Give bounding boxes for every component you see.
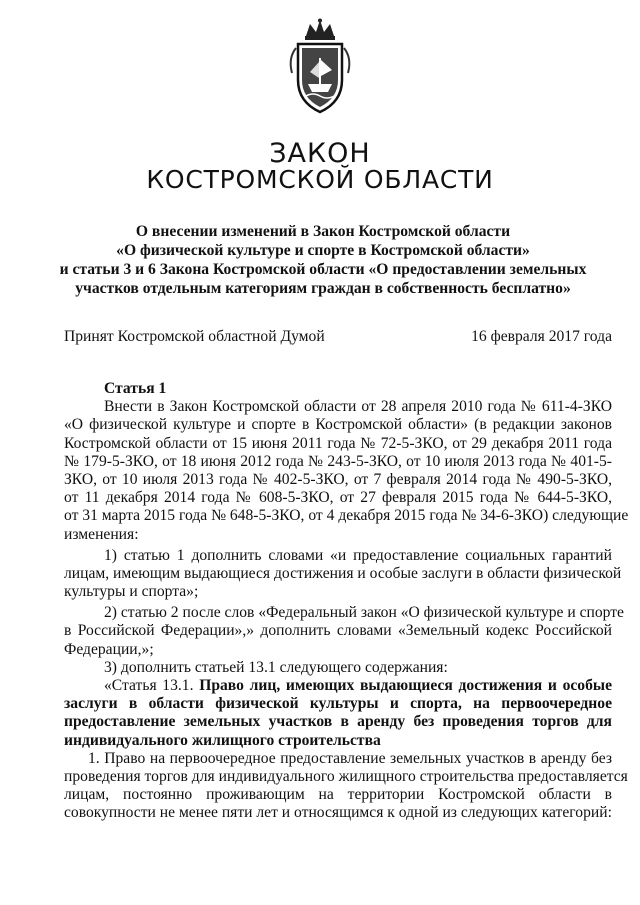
law-subject: [40, 222, 606, 298]
new-article-heading: [64, 677, 612, 695]
body-line: Внести в Закон Костромской области от 28 апреля 2010 года № 611-4-ЗКО: [104, 398, 612, 416]
region-title: КОСТРОМСКОЙ ОБЛАСТИ: [146, 165, 494, 194]
adoption-date: 16 февраля 2017 года: [471, 328, 612, 345]
body-line: «О физической культуре и спорте в Костромской области» (в редакции законов: [64, 416, 612, 434]
item-2-line: 2) статью 2 после слов «Федеральный закон «О физической культуре и спорте: [104, 604, 624, 622]
article-title: Статья 1: [104, 380, 167, 397]
new-article-title-line: предоставление земельных участков в аренду без проведения торгов для: [64, 713, 612, 731]
new-article-title-line: заслуги в области физической культуры и спорта, на первоочередное: [64, 695, 612, 713]
new-article-prefix: «Статья 13.1.: [104, 677, 194, 694]
subject-line: О внесении изменений в Закон Костромской области: [135, 223, 511, 240]
document-body: [64, 380, 629, 823]
body-line: № 179-5-ЗКО, от 18 июня 2012 года № 243-5-ЗКО, от 10 июля 2013 года № 401-5-: [64, 452, 612, 470]
new-article-title-line: индивидуального жилищного строительства: [64, 731, 381, 749]
law-title: ЗАКОН: [269, 138, 371, 169]
clause-1-line: проведения торгов для индивидуального жилищного строительства предоставляется: [64, 767, 628, 785]
adopted-by: Принят Костромской областной Думой: [64, 328, 325, 345]
new-article-title-part: Право лиц, имеющих выдающиеся достижения и особые: [199, 677, 612, 694]
item-1-line: культуры и спорта»;: [64, 583, 199, 601]
subject-line: и статьи 3 и 6 Закона Костромской области «О предоставлении земельных: [59, 261, 587, 278]
subject-line: участков отдельным категориям граждан в собственность бесплатно»: [75, 280, 571, 297]
body-line: от 31 марта 2015 года № 648-5-ЗКО, от 4 декабря 2015 года № 34-6-ЗКО) следующие: [64, 507, 629, 525]
clause-1-line: лицам, постоянно проживающим на территории Костромской области в: [64, 786, 612, 804]
body-line: ЗКО, от 10 июля 2013 года № 402-5-ЗКО, от 7 февраля 2014 года № 490-5-ЗКО,: [64, 470, 612, 488]
item-3-line: 3) дополнить статьей 13.1 следующего содержания:: [104, 658, 448, 676]
adoption-line: [64, 328, 612, 346]
clause-1-line: совокупности не менее пяти лет и относящимся к одной из следующих категорий:: [64, 804, 612, 822]
item-2-line: в Российской Федерации»,» дополнить словами «Земельный кодекс Российской: [64, 622, 612, 640]
body-line: изменения:: [64, 525, 139, 543]
clause-1-line: 1. Право на первоочередное предоставление земельных участков в аренду без: [88, 749, 612, 767]
item-1-line: 1) статью 1 дополнить словами «и предоставление социальных гарантий: [104, 546, 612, 564]
item-2-line: Федерации,»;: [64, 640, 154, 658]
item-1-line: лицам, имеющим выдающиеся достижения и особые заслуги в области физической: [64, 564, 622, 582]
body-line: Костромской области от 15 июня 2011 года № 72-5-ЗКО, от 29 декабря 2011 года: [64, 434, 612, 452]
body-line: от 11 декабря 2014 года № 608-5-ЗКО, от 27 февраля 2015 года № 644-5-ЗКО,: [64, 489, 612, 507]
subject-line: «О физической культуре и спорте в Костромской области»: [116, 242, 530, 259]
coat-of-arms-emblem-icon: [286, 18, 354, 118]
